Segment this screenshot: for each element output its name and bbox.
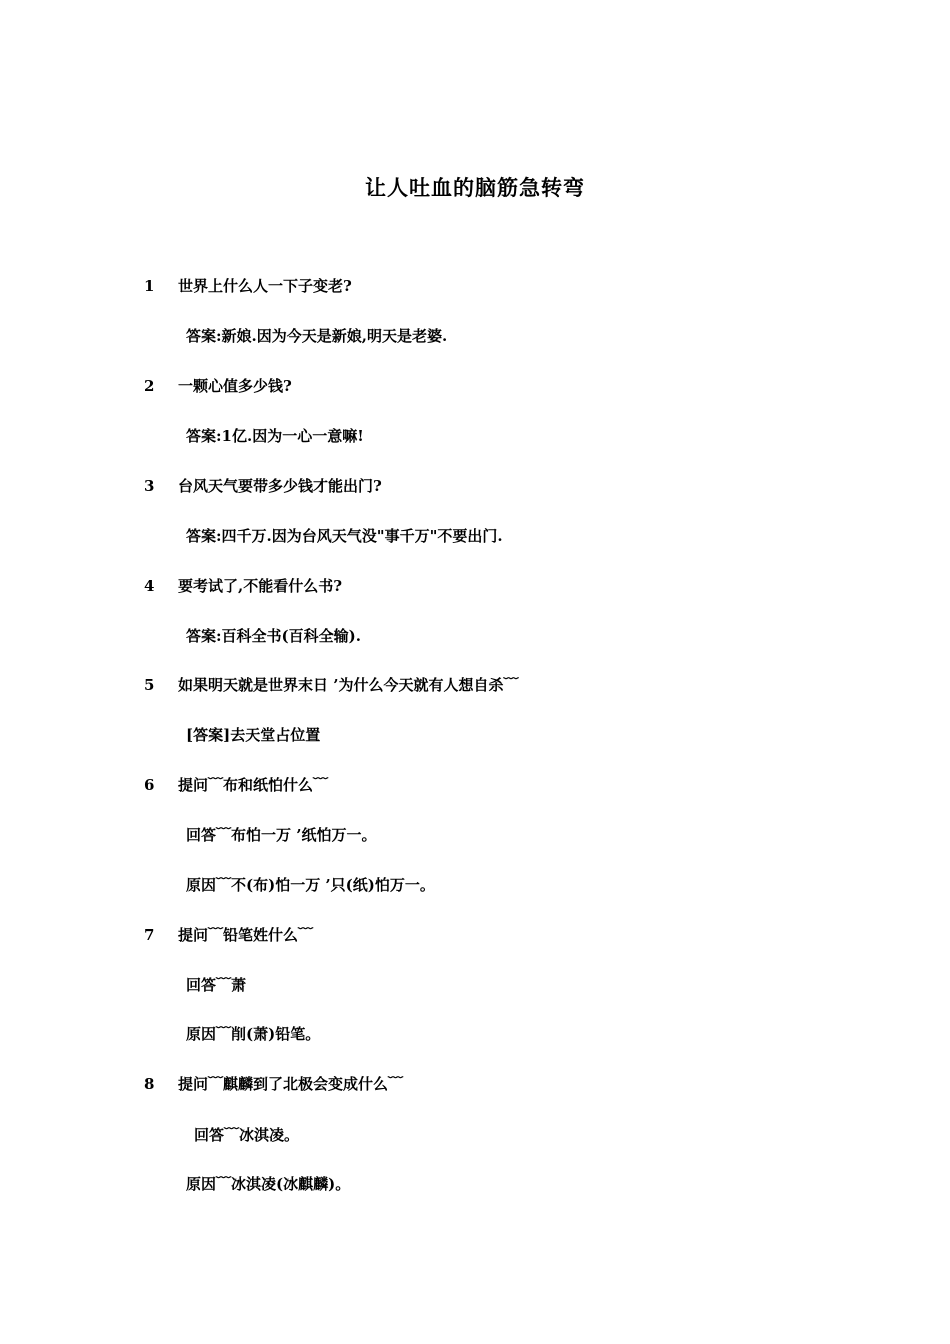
item-7-number: 7: [144, 926, 155, 944]
item-7-question: 提问﹋铅笔姓什么﹋: [178, 926, 314, 944]
item-4-number: 4: [144, 577, 155, 595]
item-3-number: 3: [144, 477, 155, 495]
item-8-reason: 原因﹋冰淇凌(冰麒麟)。: [186, 1175, 351, 1193]
item-3-question: 台风天气要带多少钱才能出门?: [178, 477, 382, 495]
item-5-answer: [答案]去天堂占位置: [186, 726, 321, 744]
item-1-number: 1: [144, 277, 155, 295]
item-2-question: 一颗心值多少钱?: [178, 377, 292, 395]
item-7-answer: 回答﹋萧: [186, 976, 247, 994]
item-8-number: 8: [144, 1075, 155, 1093]
item-6-reason: 原因﹋不(布)怕一万 ’只(纸)怕万一。: [186, 876, 435, 894]
item-6-number: 6: [144, 776, 155, 794]
page-title: 让人吐血的脑筋急转弯: [365, 175, 585, 200]
item-4-answer: 答案:百科全书(百科全输).: [186, 627, 361, 645]
item-7-reason: 原因﹋削(萧)铅笔。: [186, 1025, 321, 1043]
item-2-answer: 答案:1亿.因为一心一意嘛!: [186, 427, 364, 445]
item-5-question: 如果明天就是世界末日 ’为什么今天就有人想自杀﹋: [178, 676, 519, 694]
item-1-answer: 答案:新娘.因为今天是新娘,明天是老婆.: [186, 327, 448, 345]
item-2-number: 2: [144, 377, 155, 395]
item-8-answer: 回答﹋冰淇凌。: [194, 1126, 300, 1144]
item-8-question: 提问﹋麒麟到了北极会变成什么﹋: [178, 1075, 404, 1093]
item-6-answer: 回答﹋布怕一万 ’纸怕万一。: [186, 826, 377, 844]
item-3-answer: 答案:四千万.因为台风天气没"事千万"不要出门.: [186, 527, 503, 545]
item-5-number: 5: [144, 676, 155, 694]
item-6-question: 提问﹋布和纸怕什么﹋: [178, 776, 329, 794]
item-1-question: 世界上什么人一下子变老?: [178, 277, 352, 295]
item-4-question: 要考试了,不能看什么书?: [178, 577, 343, 595]
